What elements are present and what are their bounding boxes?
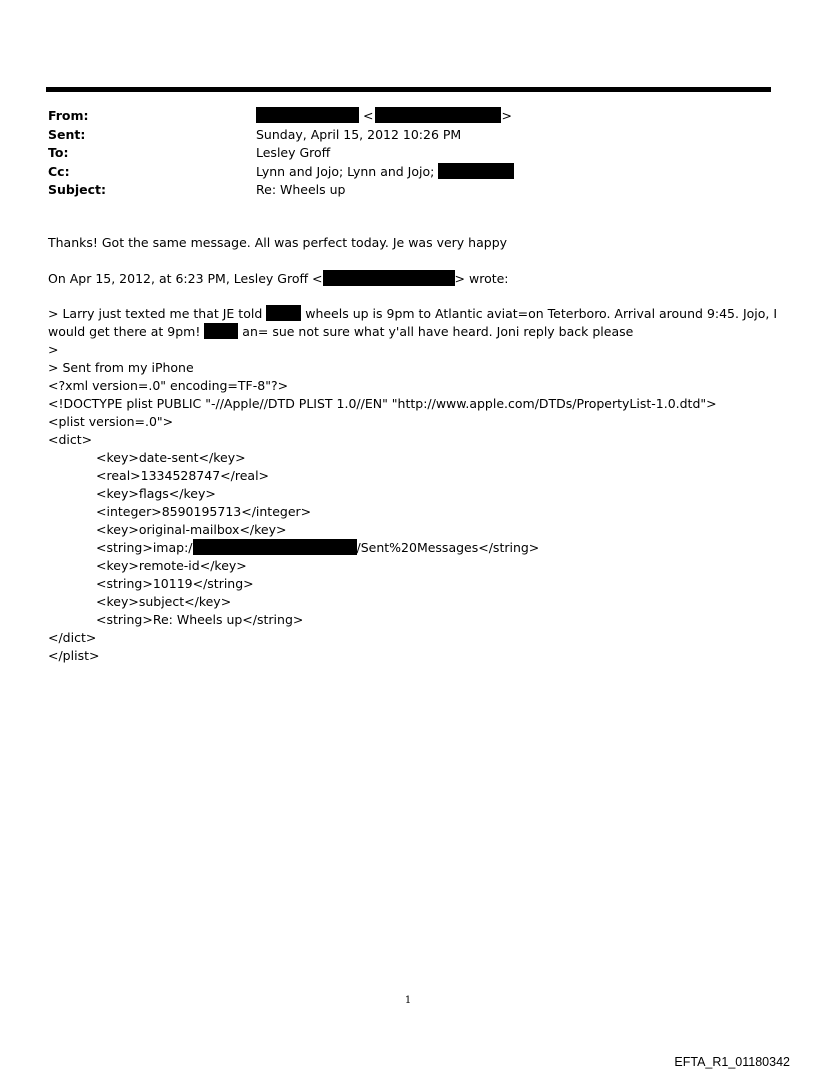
sent-value: Sunday, April 15, 2012 10:26 PM [256,126,462,142]
to-value: Lesley Groff [256,145,331,160]
cc-label: Cc: [48,163,70,179]
xml-line: <integer>8590195713</integer> [96,504,312,519]
xml-line: <plist version=.0"> [48,414,174,429]
redaction-block [256,107,359,123]
xml-line: <real>1334528747</real> [96,468,270,483]
from-label: From: [48,108,89,123]
xml-line: <key>subject</key> [96,594,232,609]
xml-line: <key>remote-id</key> [96,558,247,573]
quoted-text: an= sue not sure what y'all have heard. Joni reply back please [238,324,634,339]
xml-line: <!DOCTYPE plist PUBLIC "-//Apple//DTD PLIST 1.0//EN" "http://www.apple.com/DTDs/PropertyList-1.0.dtd"> [48,396,717,411]
quote-intro [48,270,509,288]
cc-value-text: Lynn and Jojo; Lynn and Jojo; [256,163,435,179]
xml-text: /Sent%20Messages</string> [356,540,540,555]
from-gt: > [501,108,512,123]
redaction-block [375,107,501,123]
xml-line: <dict> [48,432,93,447]
reply-line: Thanks! Got the same message. All was perfect today. Je was very happy [48,235,508,250]
xml-text: <string>imap:/ [96,540,193,555]
quoted-text: > Larry just texted me that JE told [48,306,267,321]
page-number: 1 [404,995,412,1006]
xml-line: </dict> [48,630,97,645]
from-lt: < [362,108,374,123]
quoted-text: would get there at 9pm! [48,324,205,339]
redaction-block [193,539,357,555]
xml-line: <string>10119</string> [96,576,254,591]
quoted-message [48,305,777,665]
redaction-block [323,270,455,286]
quoted-line [48,323,777,341]
xml-line: <?xml version=.0" encoding=TF-8"?> [48,378,289,393]
xml-line: <key>original-mailbox</key> [96,522,287,537]
cc-value [256,163,514,182]
quoted-line: > [48,342,59,357]
xml-line [48,539,777,557]
quoted-line [48,305,777,323]
redaction-block [204,323,238,339]
document-id: EFTA_R1_01180342 [674,1055,790,1069]
quoted-text: wheels up is 9pm to Atlantic aviat=on Teterboro. Arrival around 9:45. Jojo, I [301,306,778,321]
xml-line: <key>date-sent</key> [96,450,246,465]
redaction-block [266,305,301,321]
xml-line: <string>Re: Wheels up</string> [96,612,304,627]
quote-intro-line [48,270,509,288]
quoted-line: > Sent from my iPhone [48,360,194,375]
to-label: To: [48,145,69,160]
from-value [256,107,512,126]
redaction-block [438,163,514,179]
quote-intro-wrote: > wrote: [454,271,509,286]
quote-intro-text: On Apr 15, 2012, at 6:23 PM, Lesley Groff < [48,271,323,286]
header-divider-rule [46,87,771,92]
sent-label: Sent: [48,126,86,142]
reply-message [48,234,507,252]
xml-line: <key>flags</key> [96,486,216,501]
subject-value: Re: Wheels up [256,182,346,197]
xml-line: </plist> [48,648,100,663]
subject-label: Subject: [48,182,106,197]
